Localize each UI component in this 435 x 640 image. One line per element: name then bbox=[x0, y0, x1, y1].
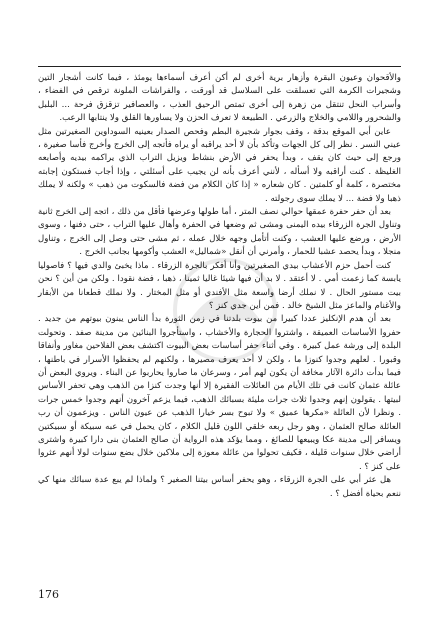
header-rule bbox=[38, 66, 401, 67]
paragraph-4: كنت أحمل حزم الأعشاب بيدي الصغيرتين وأنا أفكر بالجرة الزرقاء . ماذا يخبئ والدي فيها ؟ فاصوليا يابسة كما زعمت أمي . لا أعتقد . لا بد أن فيها شيئا غاليا ثمينا ، ذهبا ، فضة نقودا . ولكن من أين ؟ نحن بيت مستور الحال . لا نملك أرضا واسعة مثل الأفندي أو مثل المختار . ولا نملك قطعانا من الأبقار والأغنام والماعز مثل الشيخ خالد . فمن أين جدي كنز ؟ bbox=[38, 260, 401, 311]
paragraph-2: عاين أبي الموقع بدقة ، وقف بجوار شجيرة البطم وفحص الصدار بعينيه السوداوين الصغيرتين مثل عيني النسر . نظر إلى كل الجهات وتأكد بأن لا أحد يراقبه أو يراه فأتجه إلى الخرج وأخرج فأسا صغيرة ، ورجع إلى حيث كان يقف ، وبدأ يحفر في الأرض بنشاط ويزيل التراب الذي يراكمه بيديه وأصابعه الغليظة . كنت أراقبه ولا أسأله ، لأنني أعرف بأنه لن يجيب على أسئلتي ، وإذا أجاب فستكون إجابته مختصرة ، كلمة أو كلمتين . كان شعاره « إذا كان الكلام من فضة فالسكوت من ذهب » ولكنه لا يملك ذهبا ولا فضة ... لا يملك سوى رجولته . bbox=[38, 126, 401, 204]
paragraph-1: والأقحوان وعيون البقرة وأزهار برية أخرى لم أكن أعرف أسماءها يومئذ ، فيما كانت أشجار التين وشجيرات الكرمة التي تعسلقت على السلاسل قد أورقت ، والفراشات الملونة ترقص في الفضاء ، وأسراب النحل تنتقل من زهرة إلى أخرى تمتص الرحيق العذب ، والعصافير تزقزق فرحة ... البلبل والشحرور واللامي والخلاج والزرعي . الطبيعة لا تعرف الحزن ولا يساورها القلق ولا ينتابها الرعب. bbox=[38, 73, 401, 124]
page-body bbox=[38, 66, 401, 501]
paragraph-5: بعد أن هدم الإنكليز عددا كبيرا من بيوت بلدتنا في زمن الثورة بدأ الناس يبنون بيوتهم من جديد . حفروا الأساسات العميقة ، واشتروا الحجارة والأخشاب ، واستأجروا البنائين من مدينة صفد . وتحولت البلدة إلى ورشة عمل كبيرة . وفي أثناء حفر أساسات بعض البيوت اكتشف بعض الفلاحين مغاور وأنفاقا وقبورا . لعلهم وجدوا كنوزا ما ، ولكن لا أحد يعرف مصيرها ، ولكنهم لم يحفظوا الأسرار في باطنها ، فيما بدأت دائرة الآثار مخافة أن يكون لهم أمر ، وسرعان ما صاروا يحاربوا عن البناء . ويروي البعض أن عائلة عثمان كانت في تلك الأيام من العائلات الفقيرة إلا أنها وجدت كنزا من الذهب وهي تحفر الأساس لبيتها . يقولون إنهم وجدوا ثلاث جرات مليئة بسبائك الذهب، فيما يزعم آخرون أنهم وجدوا خمس جرات . ونظرا لأن العائلة «مكرها عميق » ولا تبوح بسر خيارا الذهب عن عيون الناس . ويزعمون أن رب العائلة صالح العثمان ، وهو رجل ربعه خلقي اللون قليل الكلام ، كان يحمل في عبه سبيكة أو سبيكتين ويسافر إلى مدينة عكا ويبيعها للصائغ ، ومما يؤكد هذه الرواية أن صالح العثمان بنى دارا كبيرة واشترى أراضي خلال سنوات قليلة ، فكيف تحولوا من عائلة معوزة إلى ملاكين خلال بضع سنوات لولا أنهم عثروا على كنز ؟ . bbox=[38, 314, 401, 472]
paragraph-6: هل عثر أبي على الجرة الزرقاء ، وهو يحفر أساس بيتنا الصغير ؟ ولماذا لم يبع عدة سبائك منها كي ننعم بحياة أفضل ؟ . bbox=[38, 475, 401, 499]
page-number: 176 bbox=[38, 588, 59, 601]
paragraph-3: بعد أن حفر حفرة عمقها حوالي نصف المتر ، أما طولها وعرضها فأقل من ذلك ، اتجه إلى الخرج ثانية وتناول الجرة الزرقاء بيده اليمنى ومشى ثم وضعها في الحفرة وأهال عليها التراب ، حتى دفنها ، وسوى الأرض ، ورضع عليها العشب ، وكنت أتأمل وجهه خلال عمله ، ثم مشى حتى وصل إلى الخرج ، وتناول منجلا ، وبدأ يحصد عشبا للحمار ، وأمرني أن أنقل «شماليل» العشب وأكومها بجانب الخرج . bbox=[38, 207, 401, 258]
